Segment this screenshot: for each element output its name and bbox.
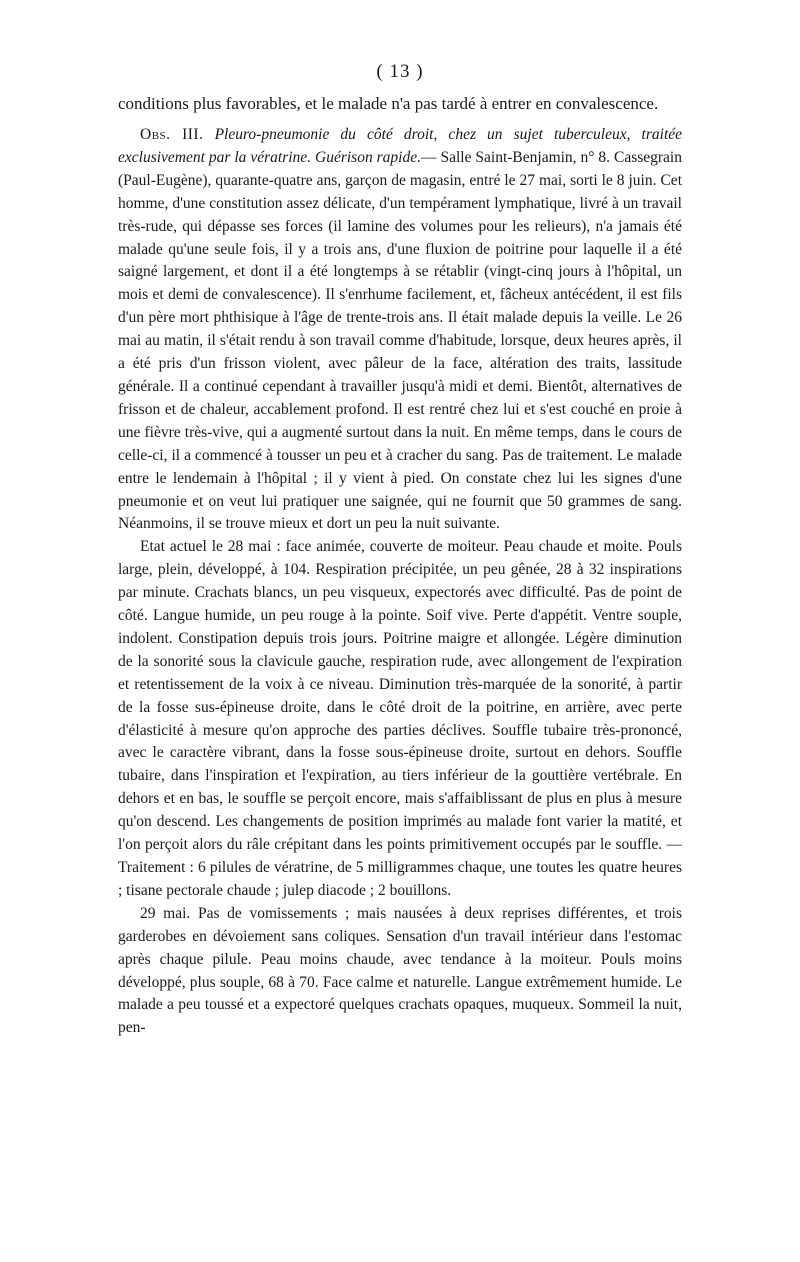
observation-body: — Salle Saint-Benjamin, n° 8. Cassegrain (Paul-Eugène), quarante-quatre ans, garçon de magasin, entré le 27 mai, sorti le 8 juin. Cet homme, d'une constitution assez délicate, d'un tempérament lymphatique, livré à un travail très-rude, qui dépasse ses forces (il lamine des volumes pour les relieurs), n'a jamais été malade qu'une seule fois, il y a trois ans, d'une fluxion de poitrine pour laquelle il a été saigné largement, et dont il a été longtemps à se rétablir (vingt-cinq jours à l'hôpital, un mois et demi de convalescence). Il s'enrhume facilement, et, fâcheux antécédent, il est fils d'un père mort phthisique à l'âge de trente-trois ans. Il était malade depuis la veille. Le 26 mai au matin, il s'était rendu à son travail comme d'habitude, lorsque, deux heures après, il a été pris d'un frisson violent, avec pâleur de la face, altération des traits, lassitude générale. Il a continué cependant à travailler jusqu'à midi et demi. Bientôt, alternatives de frisson et de chaleur, accablement profond. Il est rentré chez lui et s'est couché en proie à une fièvre très-vive, qui a augmenté surtout dans la nuit. En même temps, dans le cours de celle-ci, il a commencé à tousser un peu et à cracher du sang. Pas de traitement. Le malade entre le lendemain à l'hôpital ; il y vient à pied. On constate chez lui les signes d'une pneumonie et on veut lui pratiquer une saignée, qui ne fournit que 50 grammes de sang. Néanmoins, il se trouve mieux et dort un peu la nuit suivante. [118, 148, 682, 533]
page-number: ( 13 ) [376, 61, 424, 82]
observation-title: Pleuro-pneumonie du côté droit, chez un sujet tuberculeux, traitée exclusivement par la vératrine. Guérison rapide. [118, 126, 683, 166]
paragraph-observation [118, 124, 682, 536]
observation-label: Obs. III. [140, 126, 204, 143]
paragraph-29-mai: 29 mai. Pas de vomissements ; mais nausées à deux reprises différentes, et trois garderobes en dévoiement sans coliques. Sensation d'un travail intérieur dans l'estomac après chaque pilule. Peau moins chaude, avec tendance à la moiteur. Pouls moins développé, plus souple, 68 à 70. Face calme et naturelle. Langue extrêmement humide. Le malade a peu toussé et a expectoré quelques crachats opaques, muqueux. Sommeil la nuit, pen- [118, 904, 682, 1037]
paragraph-intro: conditions plus favorables, et le malade n'a pas tardé à entrer en convalescence. [118, 94, 659, 113]
document-page [118, 60, 682, 1040]
paragraph-etat-actuel: Etat actuel le 28 mai : face animée, couverte de moiteur. Peau chaude et moite. Pouls large, plein, développé, à 104. Respiration précipitée, un peu gênée, 28 à 32 inspirations par minute. Crachats blancs, un peu visqueux, expectorés avec difficulté. Pas de point de côté. Langue humide, un peu rouge à la pointe. Soif vive. Perte d'appétit. Ventre souple, indolent. Constipation depuis trois jours. Poitrine maigre et allongée. Légère diminution de la sonorité sous la clavicule gauche, respiration rude, avec allongement de l'expiration et retentissement de la voix à ce niveau. Diminution très-marquée de la sonorité, à partir de la fosse sus-épineuse droite, dans le côté droit de la poitrine, en arrière, avec perte d'élasticité à mesure qu'on approche des parties déclives. Souffle tubaire très-prononcé, avec le caractère vibrant, dans la fosse sous-épineuse droite, surtout en dehors. Souffle tubaire, dans l'inspiration et l'expiration, au tiers inférieur de la gouttière vertébrale. En dehors et en bas, le souffle se perçoit encore, mais s'affaiblissant de plus en plus à mesure qu'on descend. Les changements de position imprimés au malade font varier la matité, et l'on perçoit alors du râle crépitant dans les points primitivement occupés par le souffle. — Traitement : 6 pilules de vératrine, de 5 milligrammes chaque, une toutes les quatre heures ; tisane pectorale chaude ; julep diacode ; 2 bouillons. [118, 538, 682, 899]
